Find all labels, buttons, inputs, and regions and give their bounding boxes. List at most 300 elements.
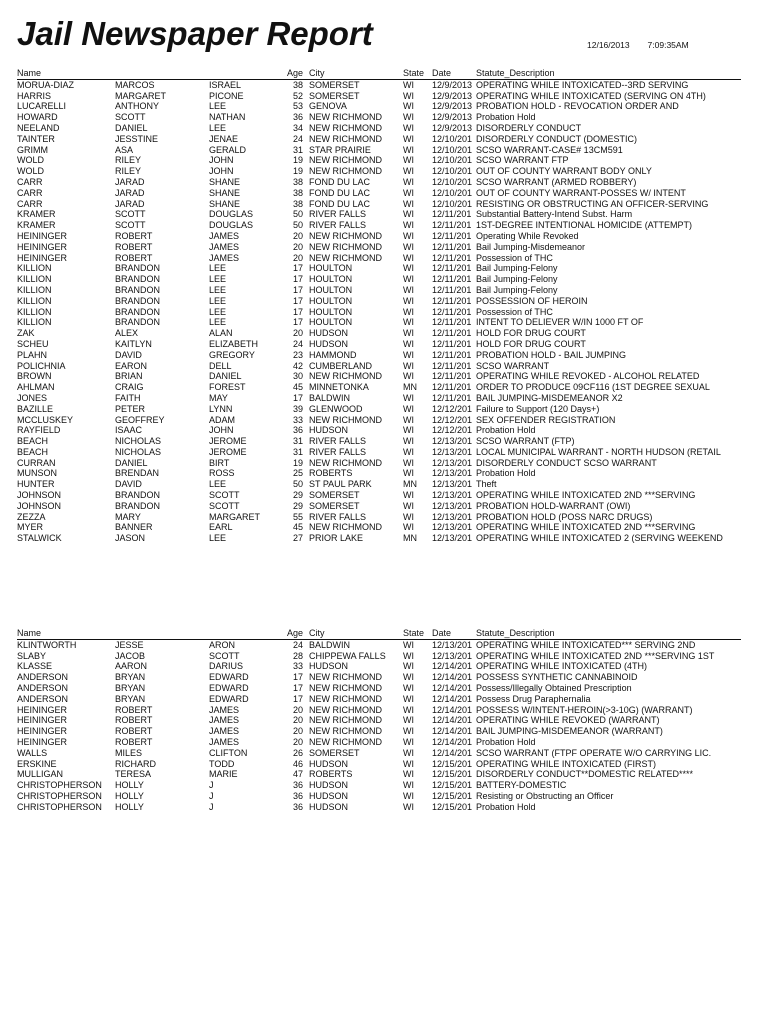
col-statute-description: OPERATING WHILE INTOXICATED (4TH) (476, 661, 648, 672)
col-middle-name: ALAN (209, 328, 233, 339)
table-row (17, 285, 741, 296)
col-statute-description: Possession of THC (476, 306, 553, 317)
col-state: WI (403, 90, 414, 101)
col-last-name: KLINTWORTH (17, 639, 77, 650)
col-middle-name: FOREST (209, 382, 246, 393)
col-city: NEW RICHMOND (309, 252, 382, 263)
col-state: WI (403, 187, 414, 198)
col-date: 12/14/201 (432, 682, 473, 693)
col-city: RIVER FALLS (309, 220, 367, 231)
col-last-name: ZEZZA (17, 511, 46, 522)
col-middle-name: NATHAN (209, 112, 246, 123)
header-col-first-name (115, 68, 209, 79)
col-age: 24 (292, 133, 303, 144)
col-statute-description: OPERATING WHILE INTOXICATED (SERVING ON 4TH) (476, 90, 706, 101)
header-col-state: State (403, 68, 432, 79)
header-col-age: Age (281, 68, 309, 79)
col-age: 33 (292, 661, 303, 672)
col-age: 50 (292, 209, 303, 220)
col-statute-description: OPERATING WHILE REVOKED - ALCOHOL RELATED (476, 371, 700, 382)
col-first-name: TERESA (115, 769, 152, 780)
col-middle-name: J (209, 790, 214, 801)
col-first-name: DANIEL (115, 457, 148, 468)
col-last-name: HEININGER (17, 230, 68, 241)
col-statute-description: SCSO WARRANT (ARMED ROBBERY) (476, 176, 637, 187)
col-city: CHIPPEWA FALLS (309, 650, 386, 661)
col-age: 29 (292, 490, 303, 501)
col-statute-description: SEX OFFENDER REGISTRATION (476, 414, 616, 425)
table-row (17, 447, 741, 458)
col-date: 12/13/201 (432, 500, 473, 511)
col-age: 17 (292, 392, 303, 403)
col-age: 24 (292, 338, 303, 349)
col-last-name: ANDERSON (17, 693, 69, 704)
table-row (17, 382, 741, 393)
col-statute-description: OPERATING WHILE INTOXICATED 2ND ***SERVING (476, 522, 696, 533)
table-row (17, 501, 741, 512)
col-last-name: BEACH (17, 446, 49, 457)
col-last-name: WOLD (17, 166, 44, 177)
col-city: ST PAUL PARK (309, 479, 372, 490)
table-row (17, 748, 741, 759)
col-state: WI (403, 295, 414, 306)
col-statute-description: OUT OF COUNTY WARRANT BODY ONLY (476, 166, 652, 177)
col-date: 12/11/201 (432, 306, 472, 317)
col-date: 12/9/2013 (432, 101, 473, 112)
col-state: WI (403, 769, 414, 780)
col-state: WI (403, 446, 414, 457)
col-state: WI (403, 328, 414, 339)
col-statute-description: PROBATION HOLD (POSS NARC DRUGS) (476, 511, 653, 522)
col-state: WI (403, 392, 414, 403)
col-last-name: KILLION (17, 295, 52, 306)
col-age: 17 (292, 284, 303, 295)
col-middle-name: LEE (209, 317, 227, 328)
col-date: 12/15/201 (432, 758, 473, 769)
table-row (17, 694, 741, 705)
col-city: HOULTON (309, 295, 353, 306)
col-age: 36 (292, 425, 303, 436)
col-statute-description: OPERATING WHILE INTOXICATED 2ND ***SERVING (476, 490, 696, 501)
col-middle-name: SCOTT (209, 650, 240, 661)
col-city: FOND DU LAC (309, 176, 371, 187)
col-age: 31 (292, 446, 303, 457)
col-middle-name: JOHN (209, 155, 234, 166)
col-city: ROBERTS (309, 769, 353, 780)
col-date: 12/15/201 (432, 801, 473, 812)
header-col-age: Age (281, 628, 309, 639)
table-row (17, 425, 741, 436)
table-row (17, 639, 741, 650)
report-date: 12/16/2013 (587, 40, 630, 50)
col-statute-description: OPERATING WHILE INTOXICATED 2ND ***SERVING 1ST (476, 650, 715, 661)
col-state: WI (403, 284, 414, 295)
col-first-name: ROBERT (115, 726, 153, 737)
col-last-name: PLAHN (17, 349, 48, 360)
col-statute-description: SCSO WARRANT (476, 360, 550, 371)
table-row (17, 479, 741, 490)
col-last-name: KILLION (17, 263, 52, 274)
table-row (17, 274, 741, 285)
col-age: 45 (292, 522, 303, 533)
col-last-name: HUNTER (17, 479, 55, 490)
col-last-name: MULLIGAN (17, 769, 64, 780)
col-state: WI (403, 230, 414, 241)
col-state: WI (403, 758, 414, 769)
table-row (17, 404, 741, 415)
col-middle-name: ADAM (209, 414, 236, 425)
col-last-name: MUNSON (17, 468, 57, 479)
col-city: ROBERTS (309, 468, 353, 479)
col-first-name: EARON (115, 360, 148, 371)
col-middle-name: TODD (209, 758, 235, 769)
col-city: SOMERSET (309, 490, 360, 501)
col-age: 39 (292, 403, 303, 414)
col-date: 12/11/201 (432, 220, 472, 231)
col-first-name: HOLLY (115, 790, 144, 801)
col-first-name: PETER (115, 403, 146, 414)
table-row (17, 726, 741, 737)
col-age: 53 (292, 101, 303, 112)
col-age: 28 (292, 650, 303, 661)
col-middle-name: J (209, 801, 214, 812)
col-age: 36 (292, 112, 303, 123)
col-statute-description: BAIL JUMPING-MISDEMEANOR X2 (476, 392, 623, 403)
table-row (17, 415, 741, 426)
col-last-name: CHRISTOPHERSON (17, 801, 102, 812)
col-date: 12/10/201 (432, 187, 473, 198)
col-state: WI (403, 790, 414, 801)
col-statute-description: DISORDERLY CONDUCT (476, 122, 582, 133)
col-middle-name: LYNN (209, 403, 233, 414)
col-city: NEW RICHMOND (309, 122, 382, 133)
col-city: MINNETONKA (309, 382, 369, 393)
col-first-name: DANIEL (115, 122, 148, 133)
col-date: 12/12/201 (432, 414, 473, 425)
col-first-name: ASA (115, 144, 134, 155)
table-row (17, 672, 741, 683)
table-row (17, 361, 741, 372)
table-row (17, 661, 741, 672)
col-age: 38 (292, 176, 303, 187)
col-age: 50 (292, 479, 303, 490)
col-age: 24 (292, 639, 303, 650)
col-statute-description: PROBATION HOLD-WARRANT (OWI) (476, 500, 631, 511)
col-age: 27 (292, 533, 303, 544)
col-state: WI (403, 112, 414, 123)
col-date: 12/12/201 (432, 403, 473, 414)
col-date: 12/10/201 (432, 144, 473, 155)
header-col-middle-name (209, 68, 281, 79)
col-middle-name: JOHN (209, 425, 234, 436)
table-row (17, 166, 741, 177)
col-last-name: BAZILLE (17, 403, 54, 414)
col-middle-name: JEROME (209, 446, 247, 457)
col-date: 12/11/201 (432, 284, 472, 295)
col-last-name: KLASSE (17, 661, 53, 672)
col-city: NEW RICHMOND (309, 522, 382, 533)
col-middle-name: PICONE (209, 90, 244, 101)
col-statute-description: Resisting or Obstructing an Officer (476, 790, 614, 801)
col-date: 12/15/201 (432, 769, 473, 780)
col-first-name: BRANDON (115, 295, 161, 306)
table-row (17, 231, 741, 242)
col-age: 36 (292, 790, 303, 801)
col-age: 17 (292, 306, 303, 317)
col-state: WI (403, 500, 414, 511)
col-state: WI (403, 317, 414, 328)
col-last-name: BEACH (17, 436, 49, 447)
col-middle-name: JAMES (209, 736, 240, 747)
table-header-row (17, 628, 741, 639)
col-date: 12/13/201 (432, 533, 473, 544)
col-statute-description: Bail Jumping-Felony (476, 274, 558, 285)
col-age: 26 (292, 747, 303, 758)
table-row (17, 134, 741, 145)
col-middle-name: LEE (209, 263, 227, 274)
col-date: 12/11/201 (432, 328, 472, 339)
table-row (17, 339, 741, 350)
col-age: 19 (292, 166, 303, 177)
col-city: HUDSON (309, 801, 349, 812)
col-first-name: BRANDON (115, 500, 161, 511)
col-statute-description: PROBATION HOLD - REVOCATION ORDER AND (476, 101, 679, 112)
col-statute-description: INTENT TO DELIEVER W/IN 1000 FT OF (476, 317, 644, 328)
col-statute-description: Probation Hold (476, 736, 536, 747)
col-date: 12/13/201 (432, 436, 473, 447)
col-state: WI (403, 682, 414, 693)
col-state: WI (403, 522, 414, 533)
col-state: WI (403, 220, 414, 231)
col-last-name: ZAK (17, 328, 35, 339)
col-city: HUDSON (309, 328, 349, 339)
col-middle-name: BIRT (209, 457, 230, 468)
col-city: NEW RICHMOND (309, 457, 382, 468)
col-last-name: WOLD (17, 155, 44, 166)
col-age: 25 (292, 468, 303, 479)
table-row (17, 317, 741, 328)
col-middle-name: JAMES (209, 704, 240, 715)
col-city: FOND DU LAC (309, 198, 371, 209)
col-middle-name: EDWARD (209, 672, 249, 683)
col-last-name: ANDERSON (17, 672, 69, 683)
col-age: 52 (292, 90, 303, 101)
col-age: 38 (292, 187, 303, 198)
col-first-name: HOLLY (115, 780, 144, 791)
col-date: 12/11/201 (432, 241, 472, 252)
col-first-name: BANNER (115, 522, 153, 533)
col-city: HOULTON (309, 263, 353, 274)
col-age: 36 (292, 801, 303, 812)
col-city: NEW RICHMOND (309, 112, 382, 123)
col-date: 12/10/201 (432, 176, 473, 187)
col-statute-description: DISORDERLY CONDUCT SCSO WARRANT (476, 457, 657, 468)
table-row (17, 393, 741, 404)
col-state: WI (403, 371, 414, 382)
col-state: WI (403, 360, 414, 371)
col-age: 34 (292, 122, 303, 133)
col-statute-description: BAIL JUMPING-MISDEMEANOR (WARRANT) (476, 726, 663, 737)
col-last-name: SCHEU (17, 338, 49, 349)
col-state: WI (403, 672, 414, 683)
col-age: 17 (292, 682, 303, 693)
table-row (17, 220, 741, 231)
col-city: NEW RICHMOND (309, 133, 382, 144)
col-first-name: NICHOLAS (115, 446, 162, 457)
col-age: 20 (292, 736, 303, 747)
col-statute-description: OPERATING WHILE REVOKED (WARRANT) (476, 715, 660, 726)
col-age: 19 (292, 457, 303, 468)
col-state: WI (403, 349, 414, 360)
table-row (17, 112, 741, 123)
col-date: 12/14/201 (432, 726, 473, 737)
col-age: 31 (292, 436, 303, 447)
col-statute-description: Probation Hold (476, 801, 536, 812)
col-city: NEW RICHMOND (309, 682, 382, 693)
col-statute-description: Bail Jumping-Misdemeanor (476, 241, 586, 252)
table-row (17, 458, 741, 469)
col-middle-name: DELL (209, 360, 232, 371)
col-first-name: BRYAN (115, 682, 146, 693)
col-first-name: JASON (115, 533, 146, 544)
col-statute-description: Failure to Support (120 Days+) (476, 403, 600, 414)
table-row (17, 328, 741, 339)
report-title: Jail Newspaper Report (17, 15, 373, 52)
col-date: 12/14/201 (432, 715, 473, 726)
col-statute-description: POSSESS SYNTHETIC CANNABINOID (476, 672, 638, 683)
col-city: GLENWOOD (309, 403, 363, 414)
table-row (17, 468, 741, 479)
col-middle-name: DARIUS (209, 661, 244, 672)
col-middle-name: JEROME (209, 436, 247, 447)
col-age: 17 (292, 295, 303, 306)
col-city: HUDSON (309, 780, 349, 791)
col-age: 20 (292, 241, 303, 252)
col-city: NEW RICHMOND (309, 371, 382, 382)
col-first-name: DAVID (115, 479, 142, 490)
col-date: 12/11/201 (432, 263, 472, 274)
header-col-statute-description: Statute_Description (476, 628, 741, 639)
col-statute-description: Possession of THC (476, 252, 553, 263)
col-last-name: KILLION (17, 306, 52, 317)
table-row (17, 715, 741, 726)
col-statute-description: Substantial Battery-Intend Subst. Harm (476, 209, 633, 220)
table-row (17, 651, 741, 662)
col-statute-description: Operating While Revoked (476, 230, 579, 241)
col-middle-name: DOUGLAS (209, 220, 254, 231)
col-date: 12/13/201 (432, 522, 473, 533)
col-date: 12/14/201 (432, 693, 473, 704)
header-col-first-name (115, 628, 209, 639)
col-city: NEW RICHMOND (309, 672, 382, 683)
col-last-name: HARRIS (17, 90, 52, 101)
col-last-name: HOWARD (17, 112, 58, 123)
col-statute-description: SCSO WARRANT-CASE# 13CM591 (476, 144, 623, 155)
col-city: NEW RICHMOND (309, 155, 382, 166)
header-col-city: City (309, 628, 403, 639)
col-first-name: BRENDAN (115, 468, 160, 479)
col-city: PRIOR LAKE (309, 533, 364, 544)
col-state: WI (403, 241, 414, 252)
col-first-name: BRANDON (115, 490, 161, 501)
col-first-name: JARAD (115, 198, 145, 209)
col-last-name: KRAMER (17, 220, 56, 231)
col-age: 38 (292, 79, 303, 90)
col-statute-description: PROBATION HOLD - BAIL JUMPING (476, 349, 627, 360)
col-age: 50 (292, 220, 303, 231)
col-age: 45 (292, 382, 303, 393)
col-date: 12/11/201 (432, 295, 472, 306)
col-first-name: ROBERT (115, 230, 153, 241)
col-first-name: MILES (115, 747, 143, 758)
col-state: WI (403, 780, 414, 791)
col-first-name: MARGARET (115, 90, 167, 101)
table-row (17, 242, 741, 253)
col-age: 55 (292, 511, 303, 522)
col-last-name: JONES (17, 392, 48, 403)
col-date: 12/9/2013 (432, 79, 473, 90)
col-city: NEW RICHMOND (309, 241, 382, 252)
col-statute-description: ORDER TO PRODUCE 09CF116 (1ST DEGREE SEXUAL (476, 382, 710, 393)
col-city: HUDSON (309, 425, 349, 436)
col-first-name: ROBERT (115, 736, 153, 747)
col-age: 17 (292, 317, 303, 328)
col-statute-description: Probation Hold (476, 468, 536, 479)
jail-report-table-2 (17, 628, 741, 813)
col-city: NEW RICHMOND (309, 726, 382, 737)
col-age: 30 (292, 371, 303, 382)
table-row (17, 791, 741, 802)
col-date: 12/11/201 (432, 252, 472, 263)
col-last-name: KILLION (17, 284, 52, 295)
col-last-name: HEININGER (17, 736, 68, 747)
col-state: WI (403, 133, 414, 144)
col-middle-name: LEE (209, 306, 227, 317)
table-row (17, 209, 741, 220)
col-city: HUDSON (309, 790, 349, 801)
col-date: 12/11/201 (432, 349, 472, 360)
table-row (17, 737, 741, 748)
col-city: BALDWIN (309, 392, 351, 403)
col-middle-name: LEE (209, 295, 227, 306)
col-statute-description: HOLD FOR DRUG COURT (476, 328, 586, 339)
header-col-state: State (403, 628, 432, 639)
col-last-name: HEININGER (17, 715, 68, 726)
col-first-name: BRYAN (115, 672, 146, 683)
col-last-name: CHRISTOPHERSON (17, 790, 102, 801)
col-middle-name: JAMES (209, 252, 240, 263)
col-age: 17 (292, 672, 303, 683)
table-row (17, 522, 741, 533)
col-first-name: BRIAN (115, 371, 143, 382)
table-row (17, 683, 741, 694)
table-row (17, 533, 741, 544)
col-first-name: BRANDON (115, 274, 161, 285)
col-state: WI (403, 155, 414, 166)
col-last-name: JOHNSON (17, 490, 62, 501)
col-middle-name: ELIZABETH (209, 338, 259, 349)
col-first-name: DAVID (115, 349, 142, 360)
col-first-name: NICHOLAS (115, 436, 162, 447)
col-state: WI (403, 166, 414, 177)
col-statute-description: Probation Hold (476, 112, 536, 123)
col-state: MN (403, 479, 417, 490)
col-date: 12/12/201 (432, 425, 473, 436)
col-first-name: MARY (115, 511, 141, 522)
col-date: 12/13/201 (432, 479, 473, 490)
col-last-name: POLICHNIA (17, 360, 66, 371)
col-date: 12/13/201 (432, 650, 473, 661)
